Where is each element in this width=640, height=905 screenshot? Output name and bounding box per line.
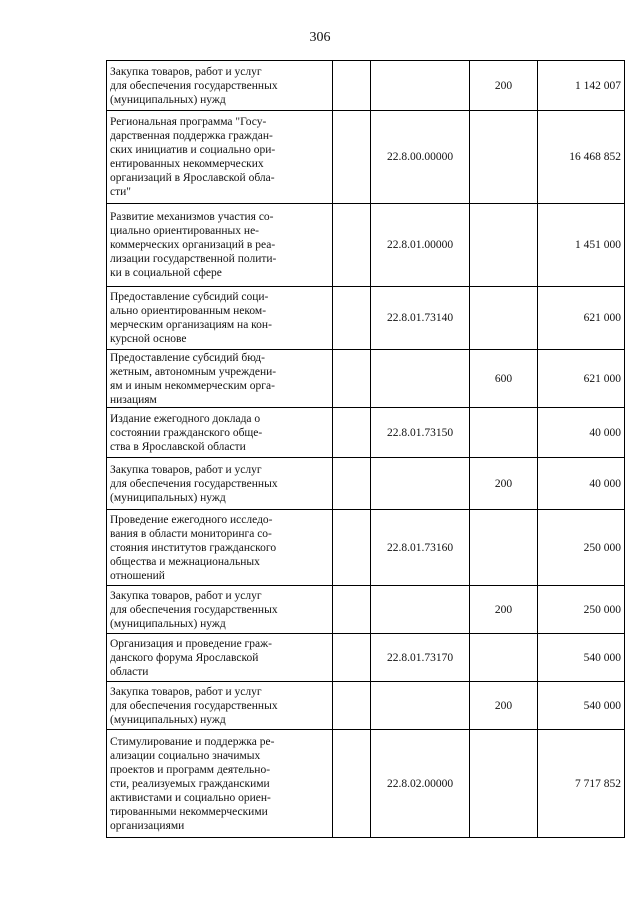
row-code bbox=[371, 586, 470, 634]
row-expense-type bbox=[470, 408, 538, 458]
row-expense-type: 200 bbox=[470, 586, 538, 634]
row-name: Закупка товаров, работ и услуг для обеспечения государственных (муниципальных) нужд bbox=[107, 586, 333, 634]
table-row bbox=[107, 634, 625, 682]
row-amount: 250 000 bbox=[538, 586, 625, 634]
row-expense-type bbox=[470, 730, 538, 838]
row-code: 22.8.00.00000 bbox=[371, 111, 470, 204]
empty-cell bbox=[333, 204, 371, 287]
row-name: Региональная программа "Госу- дарственная поддержка граждан- ских инициатив и социально ори- ентированных некоммерческих организаций в Ярославской обла- сти" bbox=[107, 111, 333, 204]
empty-cell bbox=[333, 350, 371, 408]
row-code bbox=[371, 458, 470, 510]
table-row bbox=[107, 61, 625, 111]
row-name: Предоставление субсидий соци- ально ориентированным неком- мерческим организациям на кон- курсной основе bbox=[107, 287, 333, 350]
row-amount: 1 451 000 bbox=[538, 204, 625, 287]
row-amount: 40 000 bbox=[538, 458, 625, 510]
row-expense-type bbox=[470, 510, 538, 586]
row-name: Организация и проведение граж- данского форума Ярославской области bbox=[107, 634, 333, 682]
row-expense-type: 600 bbox=[470, 350, 538, 408]
table-row bbox=[107, 408, 625, 458]
row-name: Развитие механизмов участия со- циально ориентированных не- коммерческих организаций в реа- лизации государственной полити- ки в социальной сфере bbox=[107, 204, 333, 287]
empty-cell bbox=[333, 634, 371, 682]
row-name: Стимулирование и поддержка ре- ализации социально значимых проектов и программ деятельно- сти, реализуемых гражданскими активистами и социально ориен- тированными некоммерческими организациями bbox=[107, 730, 333, 838]
row-expense-type bbox=[470, 204, 538, 287]
table-row bbox=[107, 287, 625, 350]
row-code: 22.8.01.00000 bbox=[371, 204, 470, 287]
page-number: 306 bbox=[309, 30, 331, 45]
table-row bbox=[107, 510, 625, 586]
row-expense-type: 200 bbox=[470, 61, 538, 111]
row-amount: 1 142 007 bbox=[538, 61, 625, 111]
empty-cell bbox=[333, 111, 371, 204]
empty-cell bbox=[333, 408, 371, 458]
empty-cell bbox=[333, 287, 371, 350]
row-code: 22.8.01.73140 bbox=[371, 287, 470, 350]
row-name: Закупка товаров, работ и услуг для обеспечения государственных (муниципальных) нужд bbox=[107, 458, 333, 510]
row-amount: 621 000 bbox=[538, 287, 625, 350]
row-name: Издание ежегодного доклада о состоянии гражданского обще- ства в Ярославской области bbox=[107, 408, 333, 458]
row-amount: 540 000 bbox=[538, 634, 625, 682]
empty-cell bbox=[333, 510, 371, 586]
budget-table bbox=[106, 60, 625, 838]
empty-cell bbox=[333, 730, 371, 838]
row-amount: 250 000 bbox=[538, 510, 625, 586]
row-expense-type bbox=[470, 287, 538, 350]
row-name: Закупка товаров, работ и услуг для обеспечения государственных (муниципальных) нужд bbox=[107, 61, 333, 111]
row-name: Проведение ежегодного исследо- вания в области мониторинга со- стояния институтов гражданского общества и межнациональных отношений bbox=[107, 510, 333, 586]
row-expense-type bbox=[470, 111, 538, 204]
table-row bbox=[107, 204, 625, 287]
row-code bbox=[371, 61, 470, 111]
row-amount: 7 717 852 bbox=[538, 730, 625, 838]
row-code: 22.8.02.00000 bbox=[371, 730, 470, 838]
table-row bbox=[107, 682, 625, 730]
row-amount: 40 000 bbox=[538, 408, 625, 458]
row-name: Предоставление субсидий бюд- жетным, автономным учреждени- ям и иным некоммерческим орга- низациям bbox=[107, 350, 333, 408]
empty-cell bbox=[333, 586, 371, 634]
row-code: 22.8.01.73160 bbox=[371, 510, 470, 586]
row-expense-type: 200 bbox=[470, 458, 538, 510]
table-row bbox=[107, 586, 625, 634]
table-row bbox=[107, 730, 625, 838]
row-name: Закупка товаров, работ и услуг для обеспечения государственных (муниципальных) нужд bbox=[107, 682, 333, 730]
table-row bbox=[107, 458, 625, 510]
row-amount: 621 000 bbox=[538, 350, 625, 408]
row-amount: 540 000 bbox=[538, 682, 625, 730]
empty-cell bbox=[333, 61, 371, 111]
empty-cell bbox=[333, 458, 371, 510]
row-code bbox=[371, 682, 470, 730]
row-code: 22.8.01.73150 bbox=[371, 408, 470, 458]
table-row bbox=[107, 350, 625, 408]
empty-cell bbox=[333, 682, 371, 730]
row-amount: 16 468 852 bbox=[538, 111, 625, 204]
row-expense-type bbox=[470, 634, 538, 682]
row-expense-type: 200 bbox=[470, 682, 538, 730]
row-code: 22.8.01.73170 bbox=[371, 634, 470, 682]
row-code bbox=[371, 350, 470, 408]
table-row bbox=[107, 111, 625, 204]
